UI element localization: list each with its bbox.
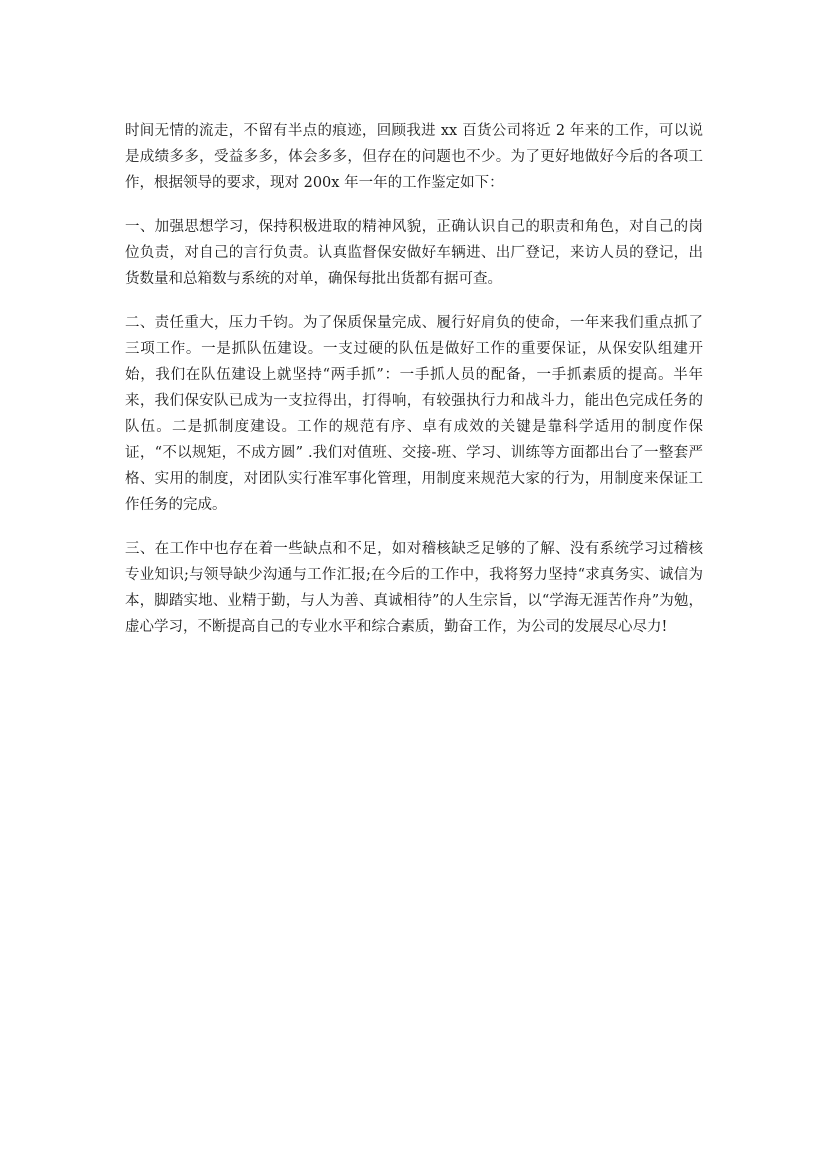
document-body — [125, 118, 703, 658]
paragraph-section-1: 一、加强思想学习，保持积极进取的精神风貌，正确认识自己的职责和角色，对自己的岗位负责，对自己的言行负责。认真监督保安做好车辆进、出厂登记，来访人员的登记，出货数量和总箱数与系统的对单，确保每批出货都有据可查。 — [125, 219, 703, 287]
paragraph-section-2: 二、责任重大，压力千钧。为了保质保量完成、履行好肩负的使命，一年来我们重点抓了三项工作。一是抓队伍建设。一支过硬的队伍是做好工作的重要保证，从保安队组建开始，我们在队伍建设上就坚持“两手抓”：一手抓人员的配备，一手抓素质的提高。半年来，我们保安队已成为一支拉得出，打得响，有较强执行力和战斗力，能出色完成任务的队伍。二是抓制度建设。工作的规范有序、卓有成效的关键是靠科学适用的制度作保证，“不以规矩，不成方圆” .我们对值班、交接-班、学习、训练等方面都出台了一整套严格、实用的制度，对团队实行准军事化管理，用制度来规范大家的行为，用制度来保证工作任务的完成。 — [125, 315, 703, 513]
paragraph-section-3: 三、在工作中也存在着一些缺点和不足，如对稽核缺乏足够的了解、没有系统学习过稽核专业知识;与领导缺少沟通与工作汇报;在今后的工作中，我将努力坚持“求真务实、诚信为本，脚踏实地、业精于勤，与人为善、真诚相待”的人生宗旨，以“学海无涯苦作舟”为勉，虚心学习，不断提高自己的专业水平和综合素质，勤奋工作，为公司的发展尽心尽力! — [125, 541, 703, 635]
paragraph-intro: 时间无情的流走，不留有半点的痕迹，回顾我进 xx 百货公司将近 2 年来的工作，可以说是成绩多多，受益多多，体会多多，但存在的问题也不少。为了更好地做好今后的各项工作，根据领导的要求，现对 200x 年一年的工作鉴定如下： — [125, 123, 703, 191]
